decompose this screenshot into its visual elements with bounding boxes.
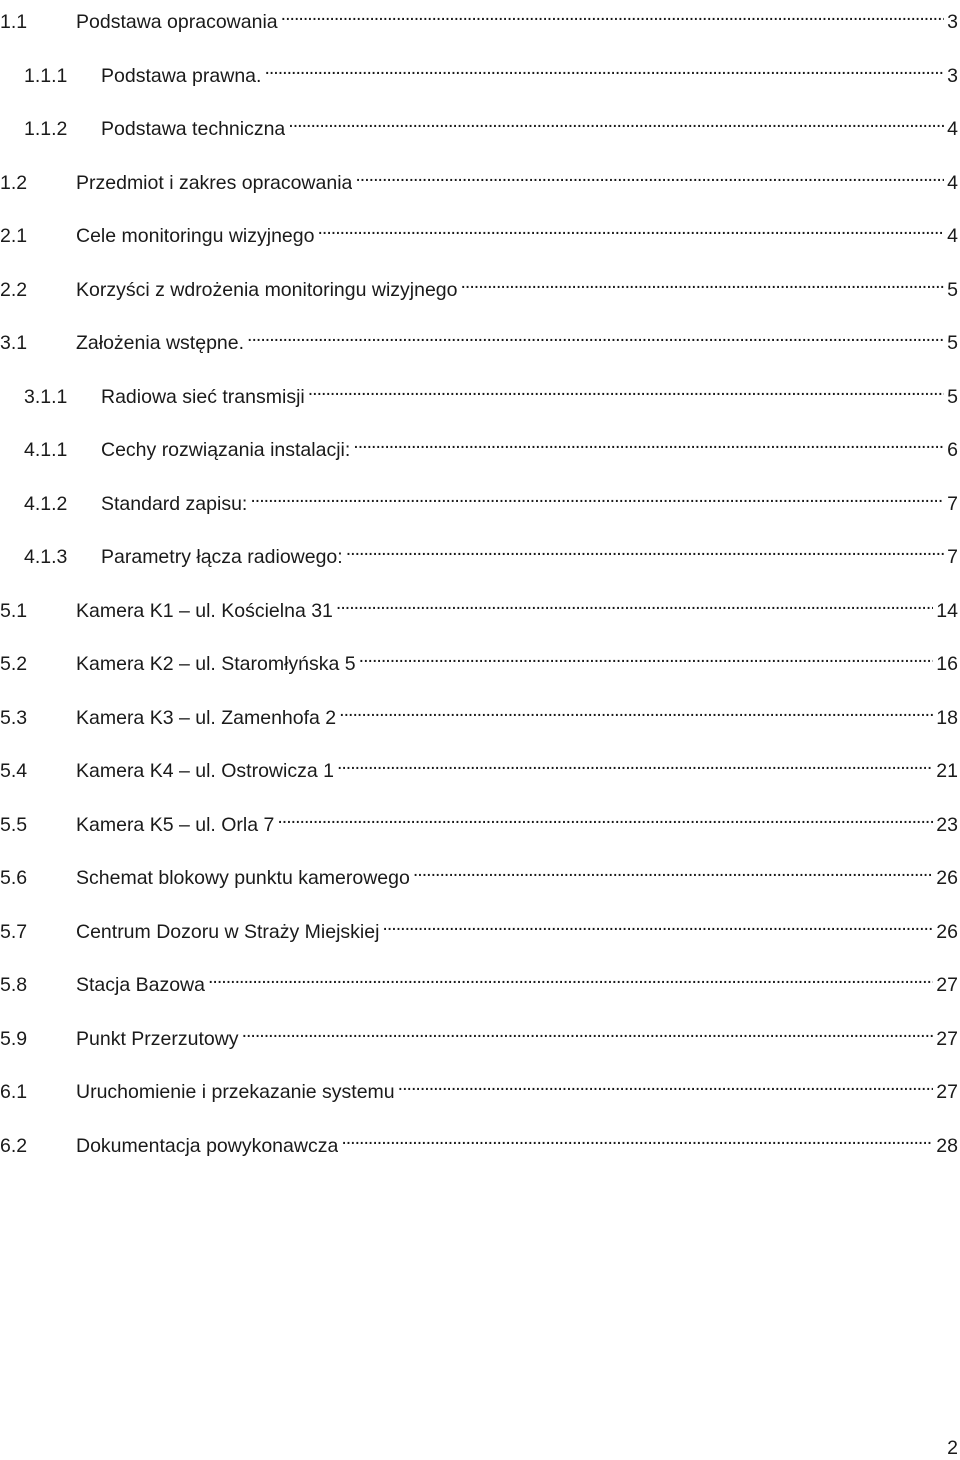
toc-entry-title: Kamera K2 – ul. Staromłyńska 5 bbox=[76, 653, 356, 675]
toc-entry[interactable] bbox=[0, 0, 960, 54]
toc-entry-number: 1.2 bbox=[0, 171, 28, 194]
toc-entry-row bbox=[0, 1070, 960, 1103]
toc-entry[interactable] bbox=[0, 107, 960, 161]
toc-entry[interactable] bbox=[0, 268, 960, 322]
toc-entry[interactable] bbox=[0, 54, 960, 108]
toc-dot-leader bbox=[250, 482, 944, 510]
toc-entry-title: Dokumentacja powykonawcza bbox=[76, 1134, 339, 1157]
toc-entry[interactable] bbox=[0, 428, 960, 482]
toc-entry-row bbox=[0, 1017, 960, 1050]
toc-dot-leader bbox=[308, 375, 944, 403]
toc-dot-leader bbox=[355, 161, 944, 189]
toc-entry-page: 28 bbox=[936, 1134, 958, 1157]
toc-entry-number: 4.1.1 bbox=[24, 439, 68, 461]
toc-entry-title: Uruchomienie i przekazanie systemu bbox=[76, 1081, 395, 1103]
toc-dot-leader bbox=[264, 54, 944, 82]
toc-entry-number: 5.1 bbox=[0, 599, 28, 622]
toc-entry-title: Stacja Bazowa bbox=[76, 974, 205, 996]
toc-entry-page: 5 bbox=[947, 278, 958, 301]
toc-entry[interactable] bbox=[0, 803, 960, 857]
toc-entry-row bbox=[0, 428, 960, 461]
toc-entry-row bbox=[0, 482, 960, 515]
toc-entry-page: 21 bbox=[936, 760, 958, 782]
toc-dot-leader bbox=[398, 1070, 934, 1098]
toc-entry-page: 27 bbox=[936, 974, 958, 996]
toc-entry-number: 5.9 bbox=[0, 1027, 28, 1050]
toc-entry-page: 4 bbox=[947, 118, 958, 140]
toc-entry-row bbox=[0, 803, 960, 836]
toc-entry-row bbox=[0, 910, 960, 943]
toc-entry-row bbox=[0, 161, 960, 194]
toc-entry-row bbox=[0, 107, 960, 140]
toc-entry-title: Podstawa opracowania bbox=[76, 11, 278, 33]
toc-dot-leader bbox=[461, 268, 945, 296]
toc-entry-title: Kamera K3 – ul. Zamenhofa 2 bbox=[76, 706, 337, 729]
toc-entry-row bbox=[0, 268, 960, 301]
toc-entry-number: 5.7 bbox=[0, 920, 28, 943]
toc-entry-number: 6.2 bbox=[0, 1134, 28, 1157]
toc-entry-number: 5.5 bbox=[0, 813, 28, 836]
toc-entry-title: Cechy rozwiązania instalacji: bbox=[101, 439, 351, 461]
toc-dot-leader bbox=[242, 1017, 934, 1045]
toc-entry-number: 1.1.2 bbox=[24, 118, 68, 140]
toc-entry-row bbox=[0, 1124, 960, 1157]
toc-entry-page: 4 bbox=[947, 225, 958, 247]
toc-entry-number: 5.6 bbox=[0, 867, 28, 889]
toc-entry-number: 5.2 bbox=[0, 653, 28, 675]
toc-entry-row bbox=[0, 0, 960, 33]
toc-entry-row bbox=[0, 642, 960, 675]
toc-entry-row bbox=[0, 589, 960, 622]
toc-dot-leader bbox=[281, 0, 945, 28]
toc-entry-number: 5.8 bbox=[0, 974, 28, 996]
toc-entry[interactable] bbox=[0, 910, 960, 964]
toc-dot-leader bbox=[317, 214, 944, 242]
toc-dot-leader bbox=[346, 535, 944, 563]
toc-entry-page: 3 bbox=[947, 11, 958, 33]
toc-dot-leader bbox=[339, 696, 933, 724]
toc-entry-title: Parametry łącza radiowego: bbox=[101, 546, 343, 568]
toc-dot-leader bbox=[288, 107, 944, 135]
toc-entry-page: 26 bbox=[936, 867, 958, 889]
toc-entry[interactable] bbox=[0, 1017, 960, 1071]
toc-entry-page: 14 bbox=[936, 599, 958, 622]
toc-entry-page: 23 bbox=[936, 813, 958, 836]
toc-dot-leader bbox=[337, 749, 933, 777]
toc-entry-title: Kamera K4 – ul. Ostrowicza 1 bbox=[76, 760, 334, 782]
toc-entry-page: 27 bbox=[936, 1027, 958, 1050]
toc-entry-title: Korzyści z wdrożenia monitoringu wizyjnego bbox=[76, 278, 458, 301]
toc-entry[interactable] bbox=[0, 1124, 960, 1178]
toc-dot-leader bbox=[341, 1124, 933, 1152]
toc-entry-number: 4.1.3 bbox=[24, 546, 68, 568]
toc-entry-row bbox=[0, 749, 960, 782]
toc-entry-row bbox=[0, 856, 960, 889]
toc-entry[interactable] bbox=[0, 589, 960, 643]
toc-entry-number: 5.4 bbox=[0, 760, 28, 782]
toc-entry-number: 3.1 bbox=[0, 332, 28, 354]
toc-entry-title: Punkt Przerzutowy bbox=[76, 1027, 239, 1050]
toc-entry[interactable] bbox=[0, 642, 960, 696]
toc-entry-page: 5 bbox=[947, 332, 958, 354]
toc-entry[interactable] bbox=[0, 963, 960, 1017]
toc-entry-number: 6.1 bbox=[0, 1081, 28, 1103]
toc-entry-title: Podstawa techniczna bbox=[101, 118, 286, 140]
toc-entry-title: Podstawa prawna. bbox=[101, 64, 262, 87]
page-number: 2 bbox=[947, 1437, 958, 1459]
toc-entry-page: 18 bbox=[936, 706, 958, 729]
toc-entry-number: 1.1 bbox=[0, 11, 28, 33]
toc-entry[interactable] bbox=[0, 375, 960, 429]
toc-entry-number: 1.1.1 bbox=[24, 64, 68, 87]
toc-entry-page: 6 bbox=[947, 439, 958, 461]
toc-entry[interactable] bbox=[0, 535, 960, 589]
toc-entry-row bbox=[0, 375, 960, 408]
toc-entry[interactable] bbox=[0, 214, 960, 268]
toc-entry-number: 2.2 bbox=[0, 278, 28, 301]
toc-dot-leader bbox=[382, 910, 933, 938]
toc-entry[interactable] bbox=[0, 161, 960, 215]
toc-entry-title: Radiowa sieć transmisji bbox=[101, 385, 305, 408]
toc-dot-leader bbox=[413, 856, 933, 884]
toc-entry[interactable] bbox=[0, 856, 960, 910]
toc-entry-title: Kamera K5 – ul. Orla 7 bbox=[76, 813, 275, 836]
toc-dot-leader bbox=[336, 589, 933, 617]
toc-dot-leader bbox=[359, 642, 934, 670]
toc-entry[interactable] bbox=[0, 321, 960, 375]
toc-dot-leader bbox=[277, 803, 933, 831]
toc-entry-row bbox=[0, 963, 960, 996]
toc-entry-page: 7 bbox=[947, 546, 958, 568]
toc-entry-row bbox=[0, 321, 960, 354]
toc-entry-title: Cele monitoringu wizyjnego bbox=[76, 225, 315, 247]
toc-entry-page: 3 bbox=[947, 64, 958, 87]
toc-dot-leader bbox=[353, 428, 944, 456]
toc-entry-row bbox=[0, 214, 960, 247]
toc-entry[interactable] bbox=[0, 749, 960, 803]
toc-entry[interactable] bbox=[0, 696, 960, 750]
toc-entry-page: 5 bbox=[947, 385, 958, 408]
toc-entry-title: Kamera K1 – ul. Kościelna 31 bbox=[76, 599, 333, 622]
toc-entry-page: 4 bbox=[947, 171, 958, 194]
toc-entry-number: 4.1.2 bbox=[24, 492, 68, 515]
toc-entry-page: 16 bbox=[936, 653, 958, 675]
toc-entry-number: 3.1.1 bbox=[24, 385, 68, 408]
toc-entry-title: Standard zapisu: bbox=[101, 492, 248, 515]
toc-entry-number: 5.3 bbox=[0, 706, 28, 729]
toc-dot-leader bbox=[247, 321, 944, 349]
toc-entry-row bbox=[0, 696, 960, 729]
toc-entry-title: Schemat blokowy punktu kamerowego bbox=[76, 867, 410, 889]
toc-entry-page: 7 bbox=[947, 492, 958, 515]
toc-entry[interactable] bbox=[0, 1070, 960, 1124]
toc-entry-title: Przedmiot i zakres opracowania bbox=[76, 171, 353, 194]
toc-entry-number: 2.1 bbox=[0, 225, 28, 247]
toc-entry-page: 27 bbox=[936, 1081, 958, 1103]
toc-entry-row bbox=[0, 54, 960, 87]
toc-entry-page: 26 bbox=[936, 920, 958, 943]
toc-entry-title: Centrum Dozoru w Straży Miejskiej bbox=[76, 920, 380, 943]
toc-entry-row bbox=[0, 535, 960, 568]
toc-dot-leader bbox=[208, 963, 933, 991]
toc-entry-title: Założenia wstępne. bbox=[76, 332, 245, 354]
toc-entry[interactable] bbox=[0, 482, 960, 536]
